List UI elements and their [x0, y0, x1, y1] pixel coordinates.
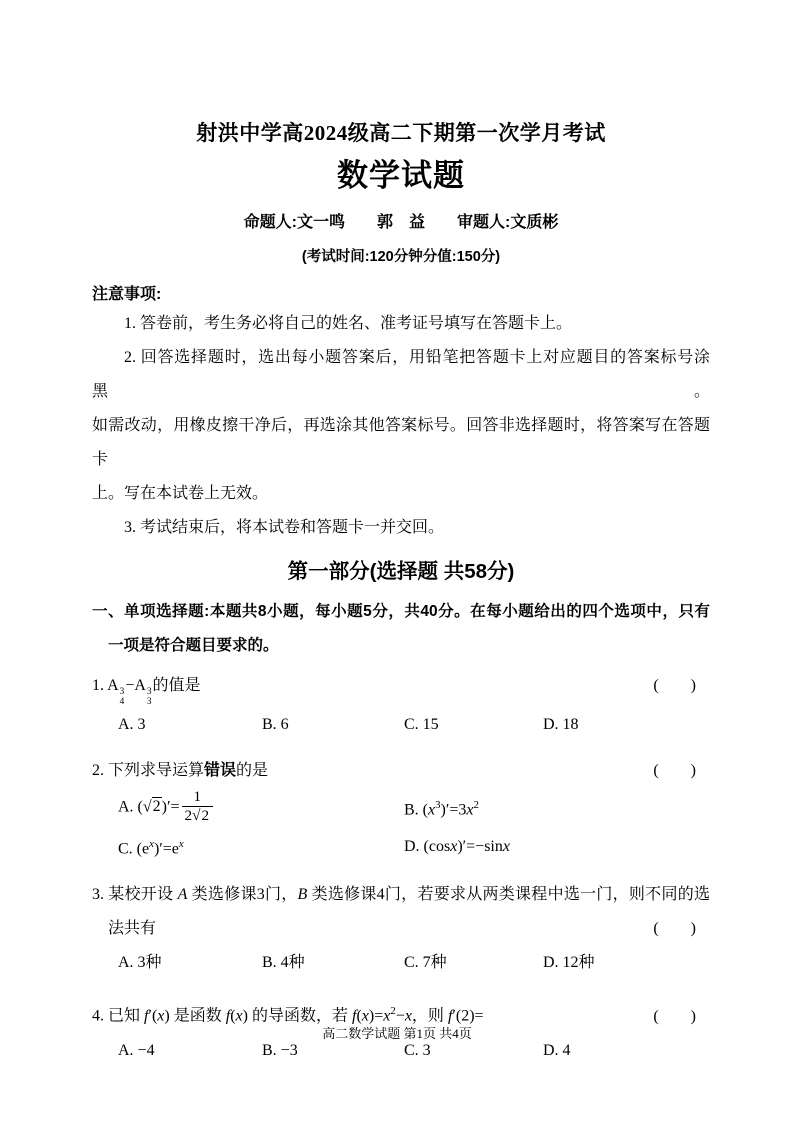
question-4-option-d: D. 4: [543, 1041, 571, 1059]
question-2-stem: 2. 下列求导运算错误的是: [92, 761, 269, 779]
question-2-answer-blank: ( ): [653, 761, 696, 779]
question-3-option-b: B. 4种: [262, 954, 305, 972]
question-3-stem: 3. 某校开设 A 类选修课3门，B 类选修课4门，若要求从两类课程中选一门，则不同的选: [92, 886, 710, 904]
question-2: [92, 754, 710, 867]
question-2-option-a: A. (√2)′= $\frac{1}{2√2}$: [118, 789, 404, 826]
question-3-option-a: A. 3种: [118, 954, 162, 972]
question-2-option-b: B. $(x^3)'=3x^2$: [404, 798, 479, 818]
question-1-stem-row: [92, 669, 710, 708]
page-footer: 高二数学试题 第1页 共4页: [322, 1026, 472, 1041]
question-2-option-c: C. $(e^x)'=e^x$: [118, 838, 184, 858]
section-intro-line-2: 一项是符合题目要求的。: [108, 637, 279, 654]
question-3-option-c: C. 7种: [404, 954, 447, 972]
question-1: [92, 669, 710, 742]
question-3-stem-continued: 法共有: [108, 920, 157, 938]
notice-item-2-line-2: 如需改动，用橡皮擦干净后，再选涂其他答案标号。回答非选择题时，将答案写在答题卡: [92, 417, 710, 468]
section-heading: 第一部分(选择题 共58分): [287, 560, 515, 583]
question-2-options: [118, 788, 710, 867]
question-1-option-c: C. 15: [404, 715, 439, 733]
notice-item-2-line-1: 2. 回答选择题时，选出每小题答案后，用铅笔把答题卡上对应题目的答案标号涂黑。: [92, 349, 710, 400]
question-1-stem: 1. A 3 4 −A 3 3 的值是: [92, 677, 201, 708]
notice-item-1: 1. 答卷前，考生务必将自己的姓名、准考证号填写在答题卡上。: [124, 315, 573, 332]
question-3-option-d: D. 12种: [543, 954, 595, 972]
notice-item-3: 3. 考试结束后，将本试卷和答题卡一并交回。: [124, 519, 445, 536]
question-4-option-a: A. −4: [118, 1041, 155, 1059]
question-3-answer-blank: ( ): [653, 920, 696, 938]
question-4-option-b: B. −3: [262, 1041, 298, 1059]
question-4-stem: 4. 已知 f′(x) 是函数 f(x) 的导函数，若 $f(x)=x^2-x$，则 f′(2)=: [92, 1005, 484, 1025]
question-1-option-b: B. 6: [262, 715, 289, 733]
question-1-answer-blank: ( ): [653, 677, 696, 694]
question-2-stem-row: [92, 754, 710, 788]
page-title: 数学试题: [337, 158, 465, 193]
notice-item-2-line-3: 上。写在本试卷上无效。: [92, 485, 269, 502]
exam-header-line: 射洪中学高2024级高二下期第一次学月考试: [196, 121, 606, 145]
question-3-stem-line-1: [92, 878, 710, 912]
question-1-option-d: D. 18: [543, 715, 579, 733]
exam-info-line: (考试时间:120分钟分值:150分): [301, 249, 501, 265]
question-4-option-c: C. 3: [404, 1041, 431, 1059]
question-4-answer-blank: ( ): [653, 1007, 696, 1025]
section-intro: [92, 595, 710, 663]
question-3-options: [118, 946, 710, 980]
section-intro-line-1: 一、单项选择题:本题共8小题，每小题5分，共40分。在每小题给出的四个选项中，只有: [92, 603, 710, 620]
notice-heading: 注意事项:: [92, 286, 162, 303]
question-1-option-a: A. 3: [118, 715, 146, 733]
question-2-option-d: D. (cosx)′=−sinx: [404, 837, 510, 855]
question-1-options: [118, 708, 710, 742]
question-3: [92, 878, 710, 980]
authors-line: 命题人:文一鸣 郭 益 审题人:文质彬: [243, 214, 559, 231]
question-3-stem-line-2: [92, 912, 710, 946]
